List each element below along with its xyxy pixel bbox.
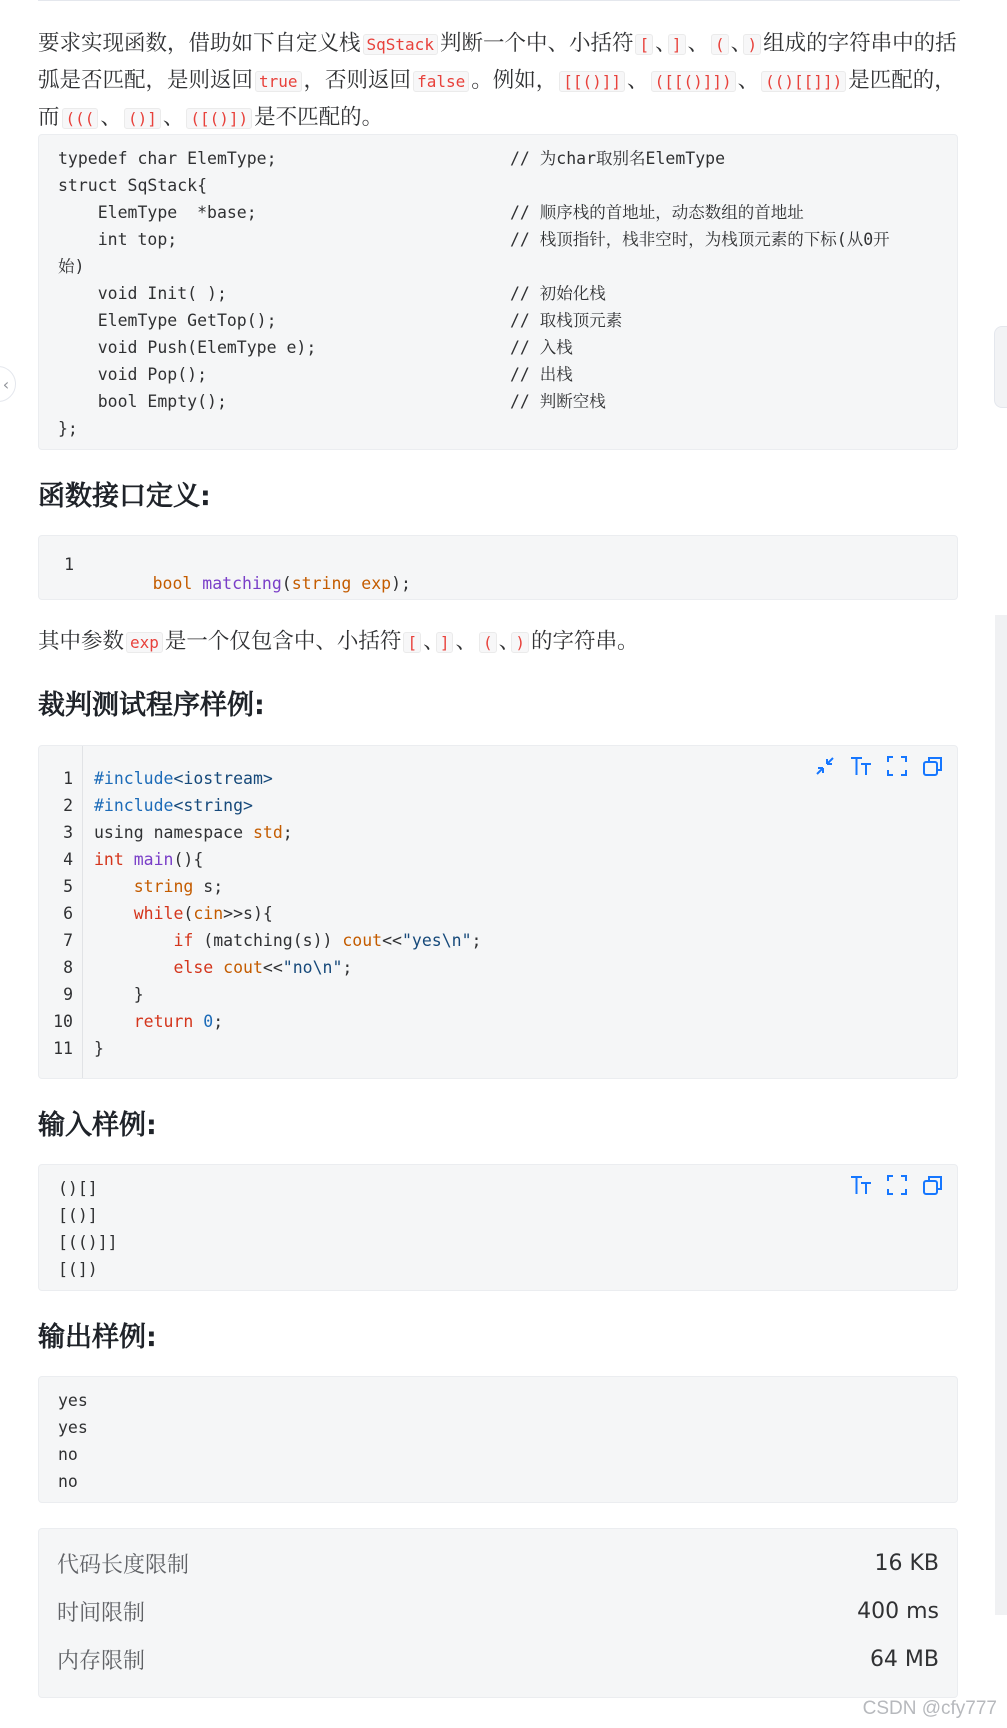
code-token: <iostream> <box>173 769 273 788</box>
limit-value: 64 MB <box>869 1646 939 1672</box>
code-line <box>58 280 957 307</box>
code-token: ; <box>342 958 353 977</box>
limit-value: 400 ms <box>857 1598 939 1624</box>
code-token: "yes\n" <box>402 931 472 950</box>
inline-code: [ <box>635 34 653 55</box>
output-sample-heading: 输出样例: <box>38 1322 157 1353</box>
text: ，否则返回 <box>303 68 412 93</box>
code-line <box>58 307 957 334</box>
code-line <box>58 172 957 199</box>
text: 、 <box>687 31 710 56</box>
code-comment: // 取栈顶元素 <box>510 311 623 330</box>
line-number: 10 <box>53 1012 73 1031</box>
inline-code: (()[[]]) <box>761 71 846 92</box>
code-line <box>94 792 957 819</box>
line-number: 1 <box>63 769 73 788</box>
text: 、 <box>627 68 649 93</box>
line-number: 4 <box>63 850 73 869</box>
code-token <box>94 877 134 896</box>
inline-code: ) <box>743 34 761 55</box>
inline-code: ] <box>436 632 454 653</box>
code-line <box>58 388 957 415</box>
code-line <box>58 199 957 226</box>
code-token: main <box>133 850 174 869</box>
text: 。例如， <box>471 68 558 93</box>
code-line <box>58 145 957 172</box>
code-line <box>94 819 957 846</box>
code-text: void Pop(); <box>58 365 208 384</box>
line-number: 9 <box>63 985 73 1004</box>
limit-row <box>57 1635 939 1683</box>
line-number: 1 <box>64 555 74 574</box>
watermark: CSDN @cfy777 <box>862 1698 997 1719</box>
code-comment: // 初始化栈 <box>510 284 606 303</box>
limit-label: 代码长度限制 <box>57 1552 190 1578</box>
input-sample-block <box>38 1164 958 1291</box>
code-token: ; <box>213 1012 224 1031</box>
line-number: 11 <box>53 1039 73 1058</box>
code-text: 始) <box>58 257 85 276</box>
test-program-code <box>94 765 957 1062</box>
inline-code: ()] <box>124 108 161 129</box>
limit-row <box>57 1539 939 1587</box>
inline-code: ( <box>479 632 497 653</box>
code-token: } <box>94 985 144 1004</box>
code-text: bool Empty(); <box>58 392 227 411</box>
code-token: using namespace <box>94 823 253 842</box>
inline-code: ([[()]]) <box>651 71 736 92</box>
fullscreen-icon[interactable] <box>885 1173 909 1197</box>
text: 是不匹配的。 <box>254 105 384 130</box>
limit-value: 16 KB <box>874 1550 939 1576</box>
text: 、 <box>423 629 434 654</box>
code-comment: // 出栈 <box>510 365 573 384</box>
code-token <box>94 1012 134 1031</box>
inline-code: true <box>255 71 302 92</box>
code-comment: // 判断空栈 <box>510 392 606 411</box>
output-sample-block <box>38 1376 958 1503</box>
code-token: int <box>94 850 124 869</box>
line-number: 7 <box>63 931 73 950</box>
line-number: 5 <box>63 877 73 896</box>
right-panel-handle[interactable] <box>994 326 1007 408</box>
inline-code: false <box>413 71 469 92</box>
text: 要求实现函数，借助如下自定义栈 <box>38 31 361 56</box>
text: 其中参数 <box>38 629 125 654</box>
line-number: 2 <box>63 796 73 815</box>
limits-panel <box>38 1528 958 1698</box>
text: 、 <box>100 105 122 130</box>
code-token: << <box>262 958 283 977</box>
code-line <box>94 900 957 927</box>
sample-line: no <box>58 1445 78 1464</box>
code-token <box>124 850 134 869</box>
code-token <box>193 1012 203 1031</box>
code-line <box>58 226 957 253</box>
code-comment: // 栈顶指针，栈非空时，为栈顶元素的下标(从0开 <box>510 230 890 249</box>
line-number: 3 <box>63 823 73 842</box>
code-text: int top; <box>58 230 178 249</box>
text: 、 <box>730 31 742 56</box>
code-token: exp <box>361 574 392 593</box>
code-token: cout <box>223 958 263 977</box>
code-text: typedef char ElemType; <box>58 149 277 168</box>
text: 、 <box>162 105 185 130</box>
code-token <box>94 931 173 950</box>
code-token: ); <box>391 574 411 593</box>
test-program-heading: 裁判测试程序样例: <box>38 690 265 721</box>
code-token <box>94 904 134 923</box>
text: 、 <box>455 629 477 654</box>
sample-line: ()[] <box>58 1179 98 1198</box>
line-number-gutter <box>39 536 83 599</box>
code-token: "no\n" <box>282 958 343 977</box>
interface-code <box>93 555 957 612</box>
line-number: 6 <box>63 904 73 923</box>
code-token: matching <box>202 574 282 593</box>
code-token: string <box>291 574 352 593</box>
code-line <box>94 927 957 954</box>
limit-row <box>57 1587 939 1635</box>
code-text: ElemType GetTop(); <box>58 311 277 330</box>
top-divider <box>38 0 960 4</box>
sample-line: [(()]] <box>58 1233 118 1252</box>
code-line <box>94 981 957 1008</box>
interface-heading: 函数接口定义: <box>38 481 211 512</box>
inline-code: ] <box>668 34 686 55</box>
code-line <box>94 954 957 981</box>
inline-code: exp <box>126 632 163 653</box>
text: 、 <box>737 68 760 93</box>
inline-code: SqStack <box>363 34 438 55</box>
code-line <box>94 873 957 900</box>
interface-code-block <box>38 535 958 600</box>
inline-code: ([()]) <box>186 108 252 129</box>
code-text: void Push(ElemType e); <box>58 338 317 357</box>
code-token: bool <box>152 574 193 593</box>
code-line <box>94 1008 957 1035</box>
code-line <box>94 846 957 873</box>
code-token: ( <box>183 904 194 923</box>
text: 的字符串。 <box>531 629 639 654</box>
code-line <box>94 1035 957 1062</box>
text: 、 <box>655 31 666 56</box>
code-token: s; <box>193 877 224 896</box>
sample-line: yes <box>58 1391 88 1410</box>
code-token: #include <box>94 769 174 788</box>
code-token: << <box>382 931 402 950</box>
code-token: string <box>133 877 194 896</box>
line-numbers <box>39 765 73 1062</box>
text: 是一个仅包含中、小括符 <box>164 629 402 654</box>
code-token: cin <box>193 904 224 923</box>
collapse-sidebar-button[interactable] <box>0 366 16 402</box>
text: 组成的字符串中的括弧是否匹配，是则返回 <box>38 31 957 93</box>
text: 是匹配的，而 <box>38 68 956 130</box>
input-sample-lines <box>58 1175 957 1283</box>
code-token: #include <box>94 796 174 815</box>
code-comment: // 入栈 <box>510 338 573 357</box>
code-token: ( <box>281 574 292 593</box>
inline-code: ((( <box>62 108 99 129</box>
code-line <box>58 415 957 442</box>
code-token: (){ <box>173 850 204 869</box>
code-text: void Init( ); <box>58 284 227 303</box>
output-sample-lines <box>58 1387 957 1495</box>
limit-label: 时间限制 <box>57 1600 146 1626</box>
line-number-gutter <box>39 746 83 1078</box>
code-token <box>213 958 223 977</box>
param-description <box>38 624 958 661</box>
code-text: ElemType *base; <box>58 203 257 222</box>
code-token: cout <box>342 931 383 950</box>
sample-toolbar <box>849 1173 945 1197</box>
code-token: return <box>133 1012 194 1031</box>
copy-icon[interactable] <box>921 1173 945 1197</box>
inline-code: [ <box>403 632 421 653</box>
code-token: else <box>173 958 214 977</box>
code-token: ; <box>282 823 293 842</box>
code-line <box>58 334 957 361</box>
sample-line: no <box>58 1472 78 1491</box>
text: 判断一个中、小括符 <box>439 31 634 56</box>
code-token: (matching(s)) <box>193 931 343 950</box>
struct-code-block <box>38 134 958 450</box>
code-comment: // 为char取别名ElemType <box>510 149 726 168</box>
line-number: 8 <box>63 958 73 977</box>
code-text: }; <box>58 419 78 438</box>
struct-code-lines <box>58 145 957 442</box>
sample-line: [(]) <box>58 1260 98 1279</box>
test-program-code-block <box>38 745 958 1079</box>
code-token: >>s){ <box>223 904 273 923</box>
code-token <box>94 958 173 977</box>
scrollbar[interactable] <box>995 615 1007 1615</box>
chevron-left-icon: ‹ <box>2 374 10 394</box>
text: 、 <box>498 629 510 654</box>
code-line <box>58 361 957 388</box>
code-line <box>58 253 957 280</box>
code-comment: // 顺序栈的首地址，动态数组的首地址 <box>510 203 804 222</box>
inline-code: [[()]] <box>559 71 625 92</box>
code-token: } <box>94 1039 104 1058</box>
inline-code: ( <box>711 34 729 55</box>
code-token: <string> <box>173 796 253 815</box>
inline-code: ) <box>511 632 529 653</box>
sample-line: yes <box>58 1418 88 1437</box>
problem-description <box>38 26 958 137</box>
code-token: 0 <box>203 1012 214 1031</box>
code-token: if <box>173 931 194 950</box>
code-token: ; <box>471 931 482 950</box>
input-sample-heading: 输入样例: <box>38 1110 157 1141</box>
code-token: std <box>252 823 283 842</box>
code-line <box>94 765 957 792</box>
code-token <box>351 574 361 593</box>
code-token: while <box>133 904 184 923</box>
font-size-icon[interactable] <box>849 1173 873 1197</box>
limit-label: 内存限制 <box>57 1648 146 1674</box>
sample-line: [()] <box>58 1206 98 1225</box>
code-text: struct SqStack{ <box>58 176 208 195</box>
